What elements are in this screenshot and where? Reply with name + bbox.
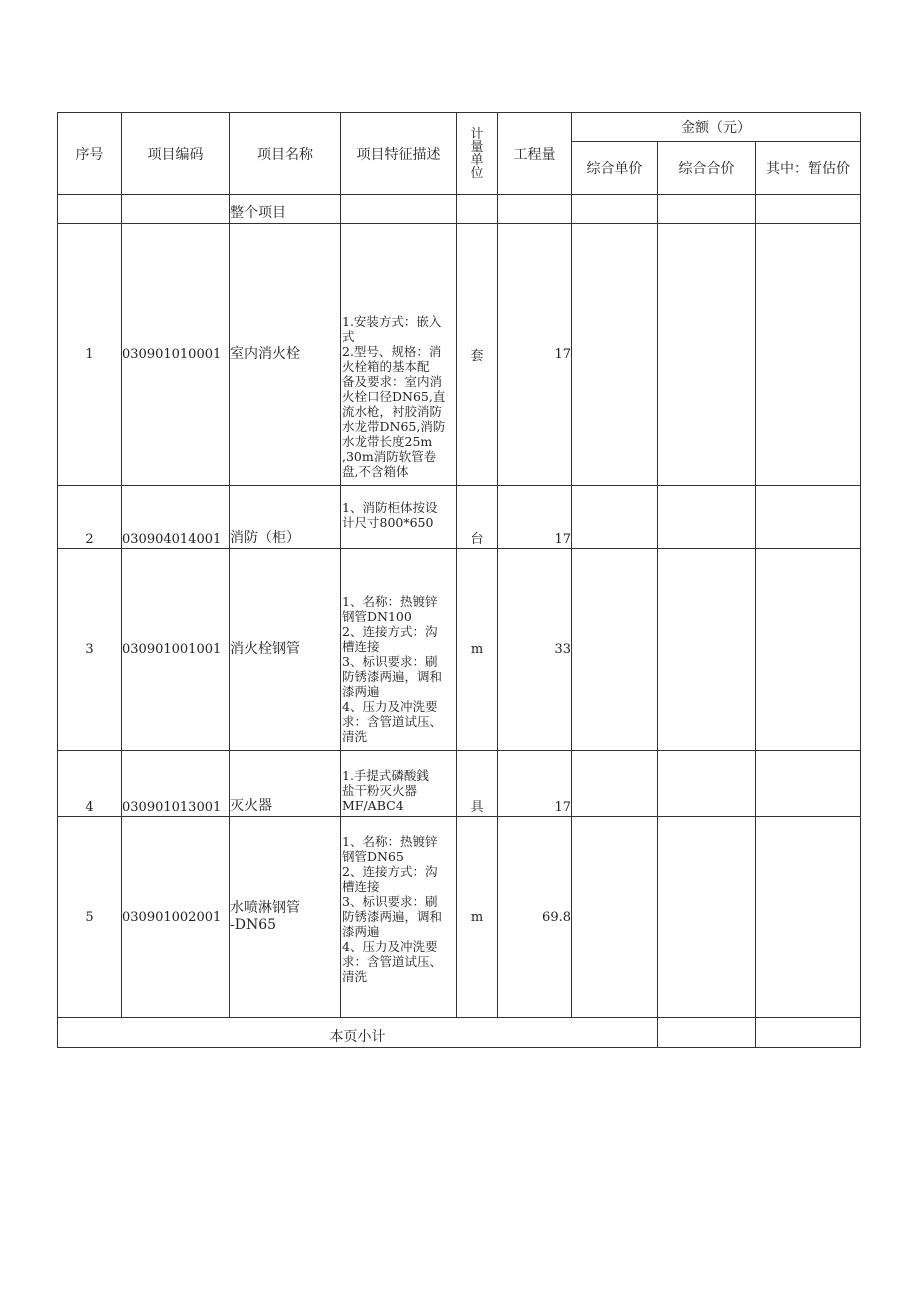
row-name-line: 水喷淋钢管: [230, 900, 300, 916]
row-seq: 1: [58, 224, 122, 486]
row-name: [230, 549, 341, 751]
header-unit-char: 单: [470, 152, 484, 168]
desc-line: 4、压力及冲洗要: [342, 699, 438, 714]
row-unit: m: [457, 817, 498, 1018]
desc-line: 水龙带DN65,消防: [342, 419, 446, 434]
row-provisional: [756, 486, 861, 549]
row-code: 030901002001: [122, 817, 230, 1018]
cell-empty: [658, 195, 756, 224]
desc-line: 漆两遍: [342, 924, 380, 939]
header-seq: 序号: [58, 113, 122, 195]
row-provisional: [756, 751, 861, 817]
subtotal-provisional: [756, 1018, 861, 1048]
header-name: 项目名称: [230, 113, 341, 195]
row-unit-price: [572, 224, 658, 486]
desc-line: 求：含管道试压、: [342, 714, 443, 729]
table-row: [58, 751, 861, 817]
desc-line: 求：含管道试压、: [342, 954, 443, 969]
subtotal-row: [58, 1018, 861, 1048]
cell-empty: [58, 195, 122, 224]
row-qty: 69.8: [498, 817, 572, 1018]
row-total-price: [658, 486, 756, 549]
desc-line: 流水枪，衬胶消防: [342, 404, 443, 419]
desc-line: 1、名称：热镀锌: [342, 834, 438, 849]
cell-empty: [572, 195, 658, 224]
desc-line: 1、消防柜体按设: [342, 500, 438, 515]
cell-empty: [341, 195, 457, 224]
header-unit-price: 综合单价: [572, 142, 658, 195]
header-total-price: 综合合价: [658, 142, 756, 195]
table-row: [58, 486, 861, 549]
cell-empty: [756, 195, 861, 224]
row-name-line: -DN65: [230, 917, 277, 933]
row-desc: [341, 817, 457, 1018]
desc-line: 2、连接方式：沟: [342, 624, 438, 639]
header-qty: 工程量: [498, 113, 572, 195]
row-unit: 套: [457, 224, 498, 486]
desc-line: 火栓口径DN65,直: [342, 389, 446, 404]
row-seq: 2: [58, 486, 122, 549]
row-seq: 3: [58, 549, 122, 751]
row-unit-price: [572, 486, 658, 549]
desc-line: 水龙带长度25m: [342, 434, 433, 449]
cell-empty: [498, 195, 572, 224]
desc-line: 3、标识要求：刷: [342, 654, 438, 669]
desc-line: 钢管DN100: [342, 609, 412, 624]
desc-line: 盐干粉灭火器: [342, 783, 418, 798]
row-name-line: 消防（柜）: [230, 530, 300, 546]
row-name-line: 室内消火栓: [230, 346, 300, 362]
desc-line: ,30m消防软管卷: [342, 449, 437, 464]
row-name-line: 灭火器: [230, 798, 272, 814]
row-name: [230, 224, 341, 486]
header-unit: [457, 113, 498, 195]
section-row: [58, 195, 861, 224]
row-total-price: [658, 751, 756, 817]
desc-line: 1.安装方式：嵌入: [342, 314, 442, 329]
desc-line: 清洗: [342, 729, 368, 744]
row-qty: 17: [498, 751, 572, 817]
desc-line: 4、压力及冲洗要: [342, 939, 438, 954]
table-row: [58, 224, 861, 486]
row-name-line: 消火栓钢管: [230, 641, 300, 657]
header-code: 项目编码: [122, 113, 230, 195]
bill-of-quantities-table: [57, 112, 861, 1048]
desc-line: 备及要求：室内消: [342, 374, 443, 389]
row-qty: 33: [498, 549, 572, 751]
row-qty: 17: [498, 486, 572, 549]
desc-line: 1.手提式磷酸銭: [342, 768, 429, 783]
row-provisional: [756, 549, 861, 751]
desc-line: 式: [342, 329, 355, 344]
header-unit-char: 位: [470, 165, 484, 181]
row-qty: 17: [498, 224, 572, 486]
row-code: 030901010001: [122, 224, 230, 486]
desc-line: 漆两遍: [342, 684, 380, 699]
row-unit-price: [572, 751, 658, 817]
row-total-price: [658, 549, 756, 751]
desc-line: 2、连接方式：沟: [342, 864, 438, 879]
row-desc: [341, 486, 457, 549]
cell-empty: [457, 195, 498, 224]
desc-line: 计尺寸800*650: [342, 515, 434, 530]
row-desc: [341, 549, 457, 751]
header-unit-char: 量: [470, 139, 484, 155]
desc-line: 3、标识要求：刷: [342, 894, 438, 909]
row-unit-price: [572, 549, 658, 751]
subtotal-total-price: [658, 1018, 756, 1048]
row-unit: m: [457, 549, 498, 751]
desc-line: 2.型号、规格：消: [342, 344, 442, 359]
header-unit-char: 计: [470, 126, 484, 142]
row-total-price: [658, 817, 756, 1018]
row-unit-price: [572, 817, 658, 1018]
row-provisional: [756, 224, 861, 486]
desc-line: 钢管DN65: [342, 849, 404, 864]
row-desc: [341, 224, 457, 486]
row-unit: 具: [457, 751, 498, 817]
table-row: [58, 549, 861, 751]
desc-line: 清洗: [342, 969, 368, 984]
header-amount-group: 金额（元）: [572, 113, 861, 142]
row-unit: 台: [457, 486, 498, 549]
row-desc: [341, 751, 457, 817]
subtotal-label: 本页小计: [58, 1018, 658, 1048]
desc-line: 槽连接: [342, 879, 380, 894]
desc-line: 防锈漆两遍，调和: [342, 669, 443, 684]
header-row-top: [58, 113, 861, 142]
row-code: 030901013001: [122, 751, 230, 817]
desc-line: 火栓箱的基本配: [342, 359, 430, 374]
header-desc: 项目特征描述: [341, 113, 457, 195]
section-label: 整个项目: [230, 195, 341, 224]
row-code: 030901001001: [122, 549, 230, 751]
row-name: [230, 751, 341, 817]
header-provisional: 其中：暂估价: [756, 142, 861, 195]
desc-line: 槽连接: [342, 639, 380, 654]
row-code: 030904014001: [122, 486, 230, 549]
row-name: [230, 817, 341, 1018]
row-name: [230, 486, 341, 549]
row-total-price: [658, 224, 756, 486]
desc-line: 1、名称：热镀锌: [342, 594, 438, 609]
desc-line: 盘,不含箱体: [342, 464, 409, 479]
table-row: [58, 817, 861, 1018]
row-seq: 5: [58, 817, 122, 1018]
row-provisional: [756, 817, 861, 1018]
cell-empty: [122, 195, 230, 224]
desc-line: MF/ABC4: [342, 798, 404, 813]
row-seq: 4: [58, 751, 122, 817]
desc-line: 防锈漆两遍，调和: [342, 909, 443, 924]
